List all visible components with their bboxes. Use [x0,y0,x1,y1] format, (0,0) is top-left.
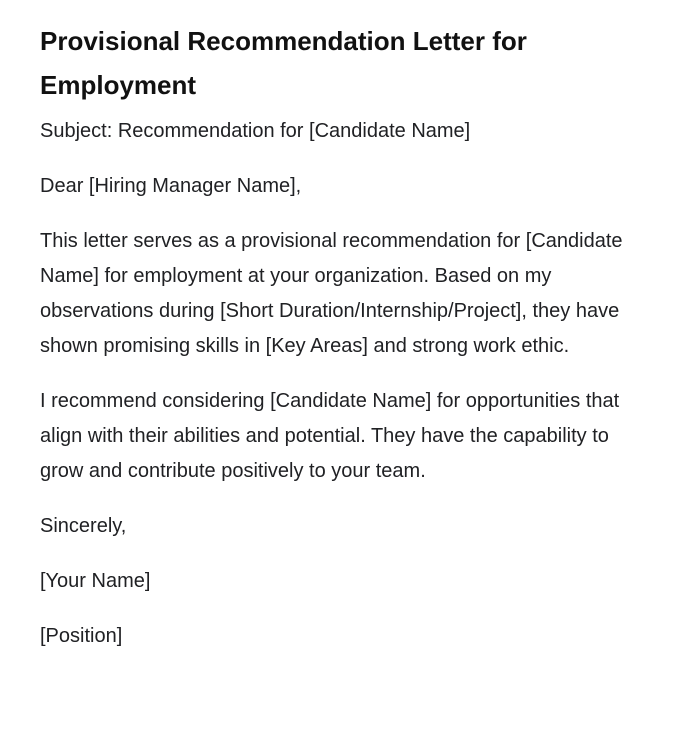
letter-document [0,19,700,754]
page-title: Provisional Recommendation Letter for Employment [40,26,527,100]
signature-position: [Position] [40,625,123,647]
closing: Sincerely, [40,515,127,537]
body-paragraph-1: This letter serves as a provisional recommendation for [Candidate Name] for employment at your organization. Based on my observations during [Short Duration/Internship/Project], they have shown promising skills in [Key Areas] and strong work ethic. [40,230,623,357]
subject-line: Subject: Recommendation for [Candidate Name] [40,120,471,142]
signature-name: [Your Name] [40,570,151,592]
body-paragraph-2: I recommend considering [Candidate Name] for opportunities that align with their abilities and potential. They have the capability to grow and contribute positively to your team. [40,390,620,482]
salutation: Dear [Hiring Manager Name], [40,175,302,197]
